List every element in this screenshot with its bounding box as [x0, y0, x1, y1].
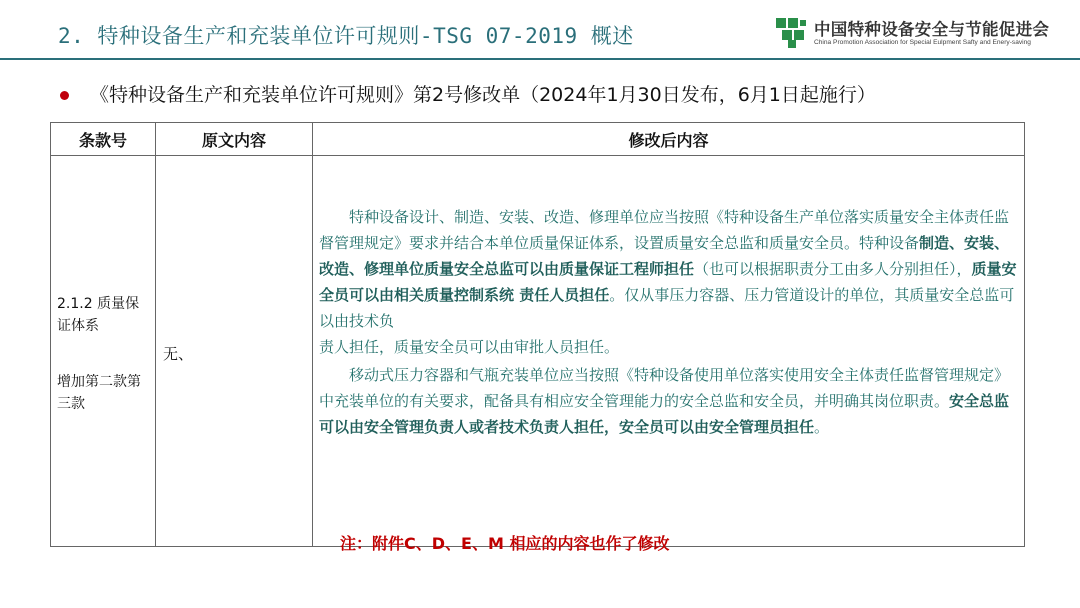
amendment-subtitle: 《特种设备生产和充装单位许可规则》第2号修改单（2024年1月30日发布，6月1日起施行）	[90, 84, 876, 106]
association-logo	[774, 12, 1074, 54]
clause-addition: 增加第二款第三款	[57, 374, 141, 412]
original-cell	[156, 156, 313, 547]
header-original-content: 原文内容	[156, 123, 313, 156]
revised-cell	[313, 156, 1025, 547]
logo-name-en: China Promotion Association for Special Eulpment Safty and Enery-saving	[814, 39, 1031, 46]
header-revised-content: 修改后内容	[313, 123, 1025, 156]
amendment-table	[50, 122, 1025, 547]
amendment-note: 注：附件C、D、E、M 相应的内容也作了修改	[340, 534, 670, 553]
revised-p1-text-3: 。仅从事压力容器、压力管道设计的单位，其质量安全总监可以由技术负	[319, 286, 1015, 330]
slide-title: 2. 特种设备生产和充装单位许可规则-TSG 07-2019 概述	[58, 24, 634, 48]
revised-p2-text-1: 移动式压力容器和气瓶充装单位应当按照《特种设备使用单位落实使用安全主体责任监督管理规定》中充装单位的有关要求，配备具有相应安全管理能力的安全总监和安全员，并明确其岗位职责。	[319, 366, 1010, 410]
header-divider	[0, 58, 1080, 60]
clause-cell	[51, 156, 156, 547]
revised-p1-continuation: 责人担任，质量安全员可以由审批人员担任。	[319, 338, 620, 356]
revised-paragraph-2	[319, 362, 1022, 440]
association-logo-icon	[774, 14, 810, 50]
bullet-icon	[60, 91, 69, 100]
revised-paragraph-1	[319, 204, 1022, 334]
revised-p1-text-2: （也可以根据职责分工由多人分别担任），	[694, 260, 972, 278]
revised-p2-text-2: 。	[814, 418, 830, 436]
revised-p1-bold-2: 质量安全员可以由相关质量控制系统 责任人员担任	[319, 260, 1017, 304]
table-row	[51, 156, 1025, 547]
original-content: 无、	[163, 345, 194, 363]
table-header-row	[51, 123, 1025, 156]
revised-p1-bold-1: 制造、安装、改造、修理单位质量安全总监可以由质量保证工程师担任	[319, 234, 1010, 278]
header-clause-number: 条款号	[51, 123, 156, 156]
revised-p1-text-1: 特种设备设计、制造、安装、改造、修理单位应当按照《特种设备生产单位落实质量安全主体责任监督管理规定》要求并结合本单位质量保证体系，设置质量安全总监和质量安全员。特种设备	[319, 208, 1010, 252]
clause-number: 2.1.2 质量保证体系	[57, 296, 140, 334]
logo-name-cn: 中国特种设备安全与节能促进会	[814, 20, 1050, 39]
revised-p2-bold-1: 安全总监可以由安全管理负责人或者技术负责人担任，安全员可以由安全管理员担任	[319, 392, 1010, 436]
